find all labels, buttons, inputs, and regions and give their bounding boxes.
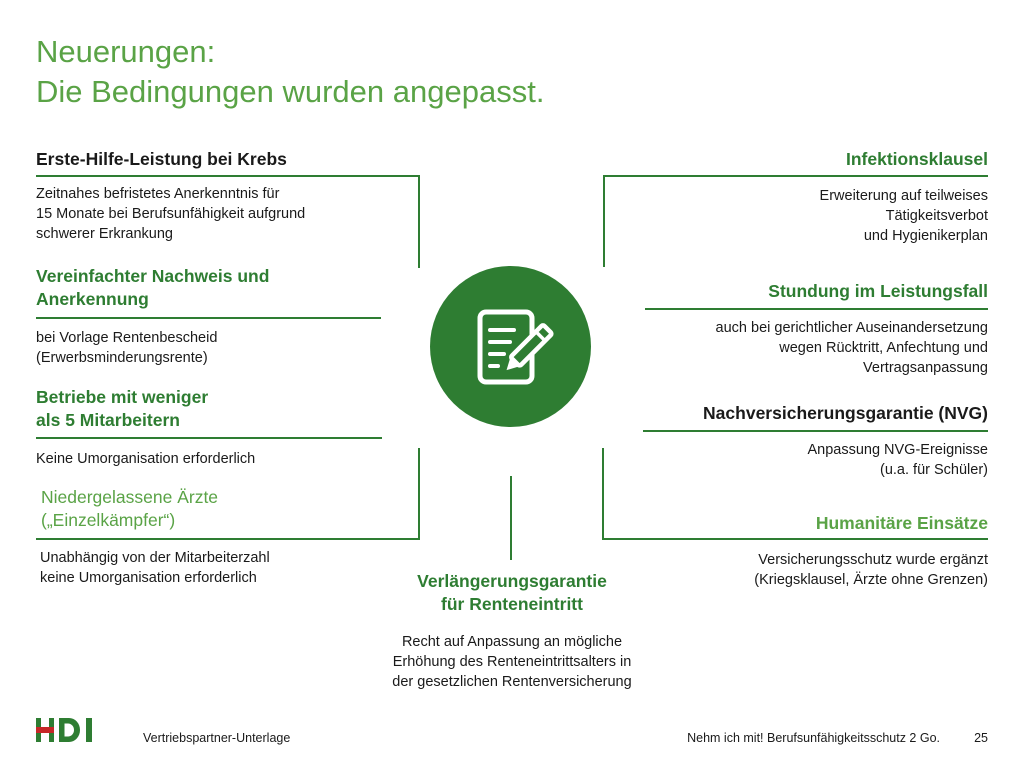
text-krebs-line-2: 15 Monate bei Berufsunfähigkeit aufgrund [36,206,306,222]
text-verlaengerung-line-2: Erhöhung des Renteneintrittsalters in [392,654,632,670]
divider-humanitaer [602,538,988,540]
text-verlaengerung [342,632,682,692]
document-edit-icon [470,306,554,390]
heading-betriebe-line-2: als 5 Mitarbeitern [36,410,180,430]
text-verlaengerung-line-3: der gesetzlichen Rentenversicherung [392,674,632,690]
text-krebs-line-1: Zeitnahes befristetes Anerkenntnis für [36,186,280,202]
divider-infektion [603,175,988,177]
heading-nachweis-line-2: Anerkennung [36,289,149,309]
page-number: 25 [974,731,988,745]
text-betriebe: Keine Umorganisation erforderlich [36,451,256,467]
text-stundung-line-2: wegen Rücktritt, Anfechtung und [779,340,988,356]
heading-nachweis-line-1: Vereinfachter Nachweis und [36,266,270,286]
connector-infektion [603,175,605,267]
heading-betriebe [36,386,208,432]
connector-bottom [510,476,512,560]
text-humanitaer-line-1: Versicherungsschutz wurde ergänzt [758,552,988,568]
connector-humanitaer [602,448,604,540]
text-nachweis-line-1: bei Vorlage Rentenbescheid [36,330,218,346]
text-aerzte [40,548,270,588]
divider-nvg [643,430,988,432]
heading-infektion: Infektionsklausel [846,149,988,169]
text-nachweis [36,328,217,368]
text-aerzte-line-1: Unabhängig von der Mitarbeiterzahl [40,550,270,566]
footer-right-text: Nehm ich mit! Berufsunfähigkeitsschutz 2 Go. [687,731,940,745]
text-nachweis-line-2: (Erwerbsminderungsrente) [36,350,208,366]
heading-krebs: Erste-Hilfe-Leistung bei Krebs [36,149,287,169]
divider-krebs [36,175,420,177]
hdi-logo [36,717,100,743]
text-infektion-line-2: Tätigkeitsverbot [885,208,988,224]
heading-aerzte-line-2: („Einzelkämpfer“) [41,510,176,530]
heading-verlaengerung-line-2: für Renteneintritt [441,594,583,614]
text-nvg-line-1: Anpassung NVG-Ereignisse [807,442,988,458]
footer-left-text: Vertriebspartner-Unterlage [143,731,291,745]
slide-title [36,32,544,112]
title-line-1: Neuerungen: [36,34,216,69]
text-stundung [716,318,988,378]
heading-aerzte [41,486,218,532]
heading-betriebe-line-1: Betriebe mit weniger [36,387,209,407]
text-krebs-line-3: schwerer Erkrankung [36,226,173,242]
divider-betriebe [36,437,382,439]
title-line-2: Die Bedingungen wurden angepasst. [36,74,545,109]
heading-humanitaer: Humanitäre Einsätze [815,513,988,533]
text-aerzte-line-2: keine Umorganisation erforderlich [40,570,257,586]
text-infektion-line-1: Erweiterung auf teilweises [819,188,988,204]
text-humanitaer [754,550,988,590]
center-circle [430,266,591,427]
text-krebs [36,184,305,244]
heading-aerzte-line-1: Niedergelassene Ärzte [41,487,219,507]
connector-aerzte [418,448,420,540]
text-infektion [820,186,988,246]
text-verlaengerung-line-1: Recht auf Anpassung an mögliche [401,634,623,650]
text-humanitaer-line-2: (Kriegsklausel, Ärzte ohne Grenzen) [754,572,988,588]
divider-aerzte [36,538,420,540]
heading-verlaengerung [362,570,662,616]
heading-nvg: Nachversicherungsgarantie (NVG) [703,403,988,423]
text-stundung-line-3: Vertragsanpassung [863,360,988,376]
heading-verlaengerung-line-1: Verlängerungsgarantie [417,571,607,591]
text-stundung-line-1: auch bei gerichtlicher Auseinandersetzung [715,320,988,336]
divider-stundung [645,308,988,310]
divider-nachweis [36,317,381,319]
text-nvg [807,440,988,480]
connector-krebs [418,175,420,268]
heading-stundung: Stundung im Leistungsfall [768,281,988,301]
text-nvg-line-2: (u.a. für Schüler) [880,462,988,478]
text-infektion-line-3: und Hygienikerplan [863,228,988,244]
heading-nachweis [36,265,269,311]
